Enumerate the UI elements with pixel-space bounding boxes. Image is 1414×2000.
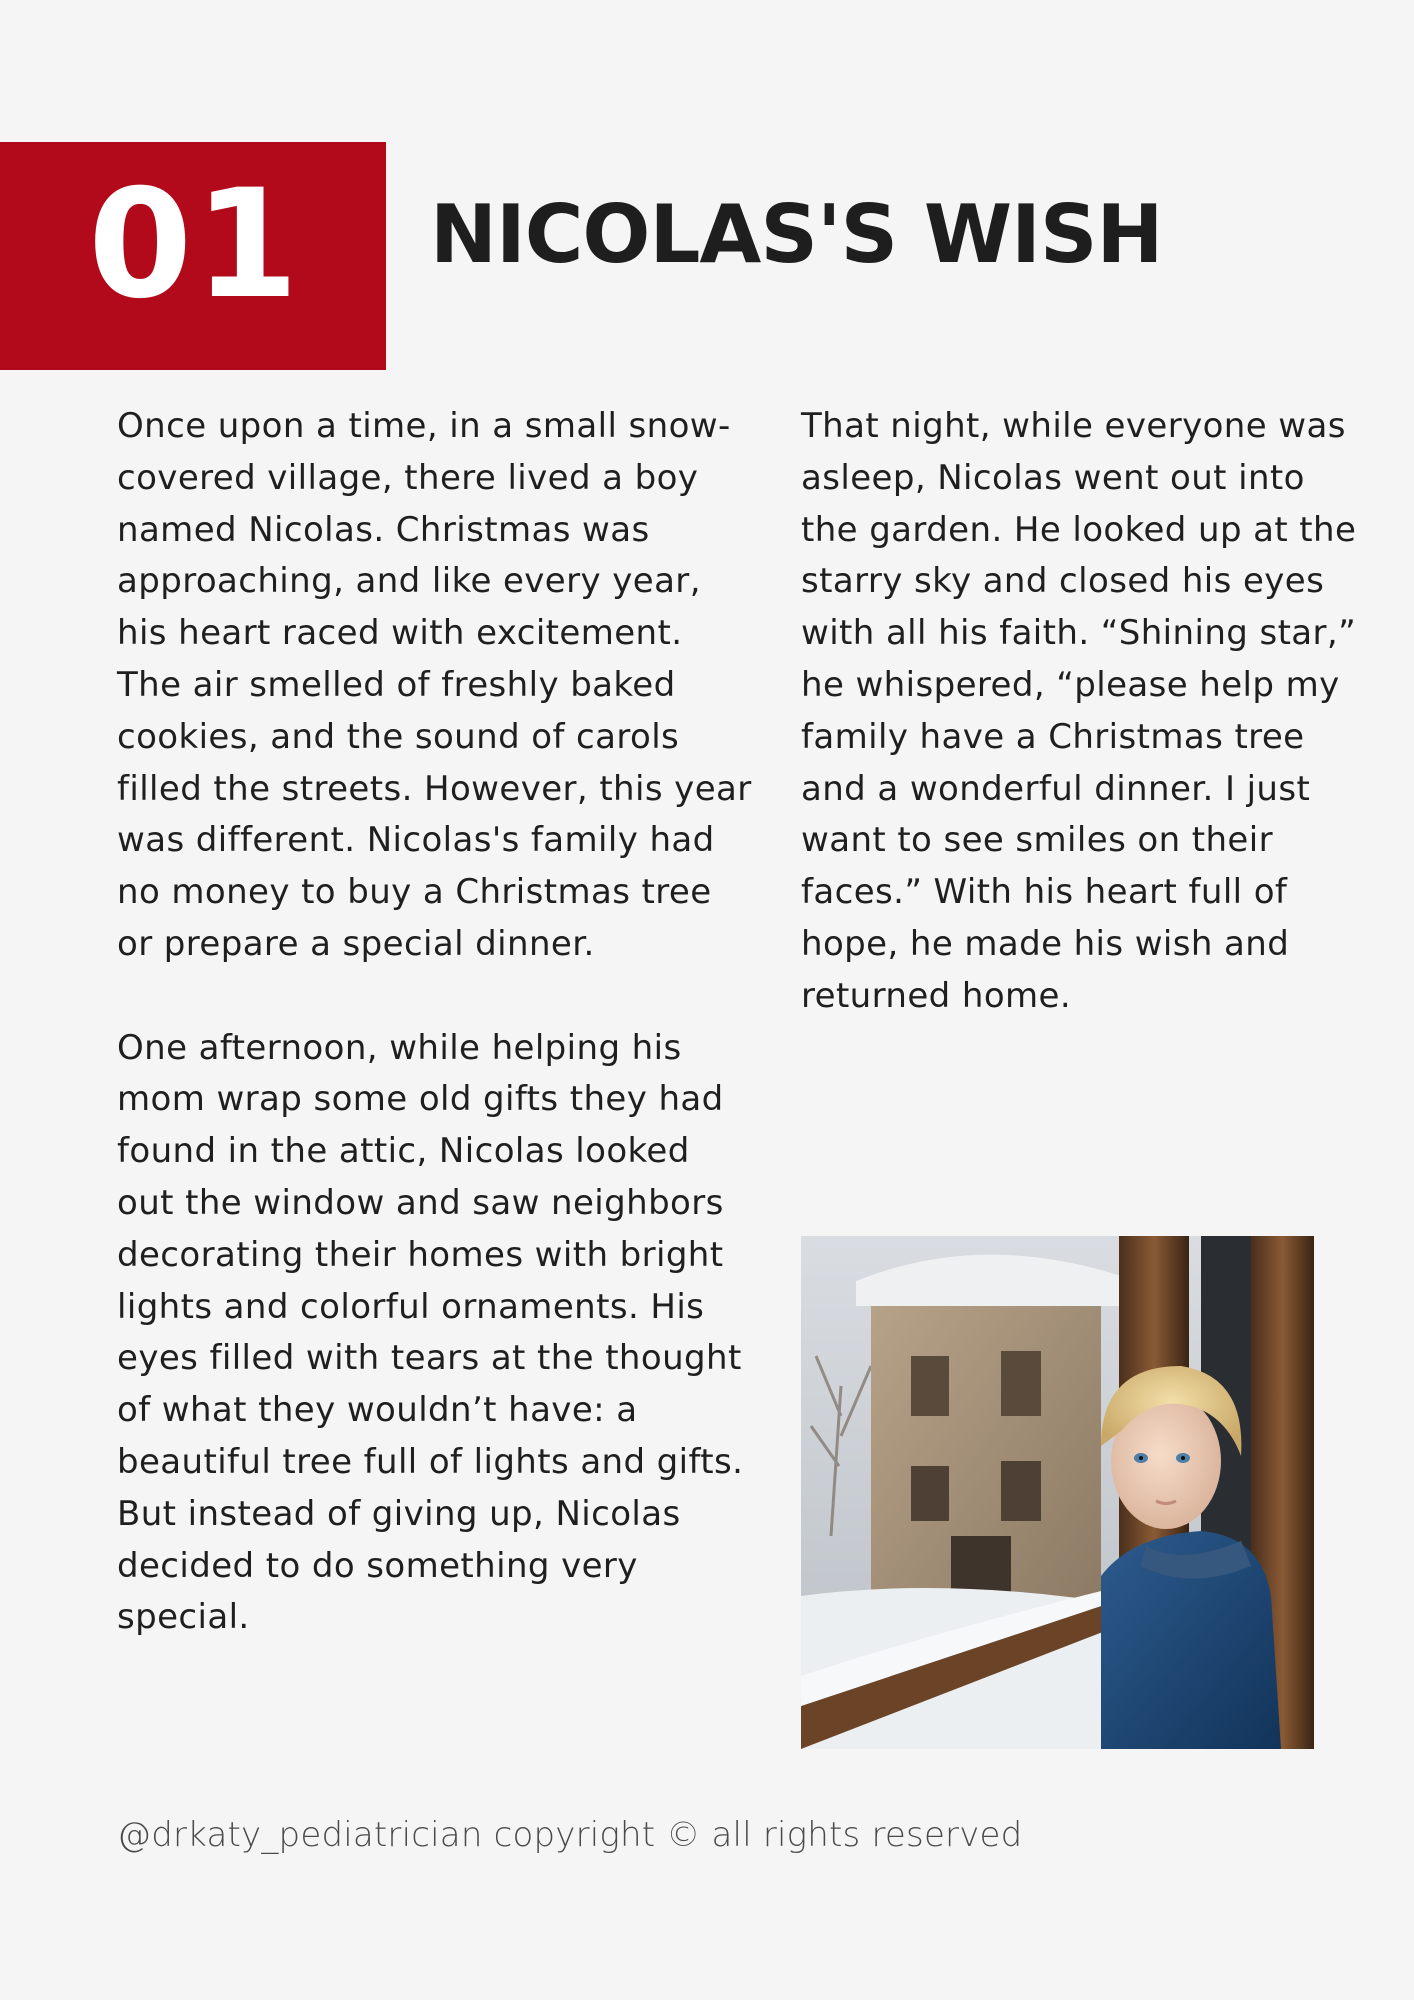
- chapter-title: NICOLAS'S WISH: [430, 188, 1163, 281]
- story-paragraph-2: One afternoon, while helping his mom wrap some old gifts they had found in the attic, Nicolas looked out the window and saw neighbors decorating their homes with bright lights and colorful ornaments. His eyes filled with tears at the thought of what they wouldn’t have: a beautiful tree full of lights and gifts. But instead of giving up, Nicolas decided to do something very special.: [117, 1027, 744, 1638]
- story-paragraph-3: That night, while everyone was asleep, Nicolas went out into the garden. He looked up at the starry sky and closed his eyes with all his faith. “Shining star,” he whispered, “please help my family have a Christmas tree and a wonderful dinner. I just want to see smiles on their faces.” With his heart full of hope, he made his wish and returned home.: [801, 406, 1357, 1016]
- chapter-number: 01: [88, 158, 301, 332]
- boy-at-window-photo: [801, 1236, 1314, 1749]
- story-column-right: [801, 401, 1361, 1023]
- story-paragraph-1: Once upon a time, in a small snow-covered village, there lived a boy named Nicolas. Christmas was approaching, and like every year, his heart raced with excitement. The air smelled of freshly baked cookies, and the sound of carols filled the streets. However, this year was different. Nicolas's family had no money to buy a Christmas tree or prepare a special dinner.: [117, 406, 752, 964]
- story-column-left: [117, 401, 757, 1644]
- copyright-footer: @drkaty_pediatrician copyright © all rights reserved: [117, 1815, 1023, 1855]
